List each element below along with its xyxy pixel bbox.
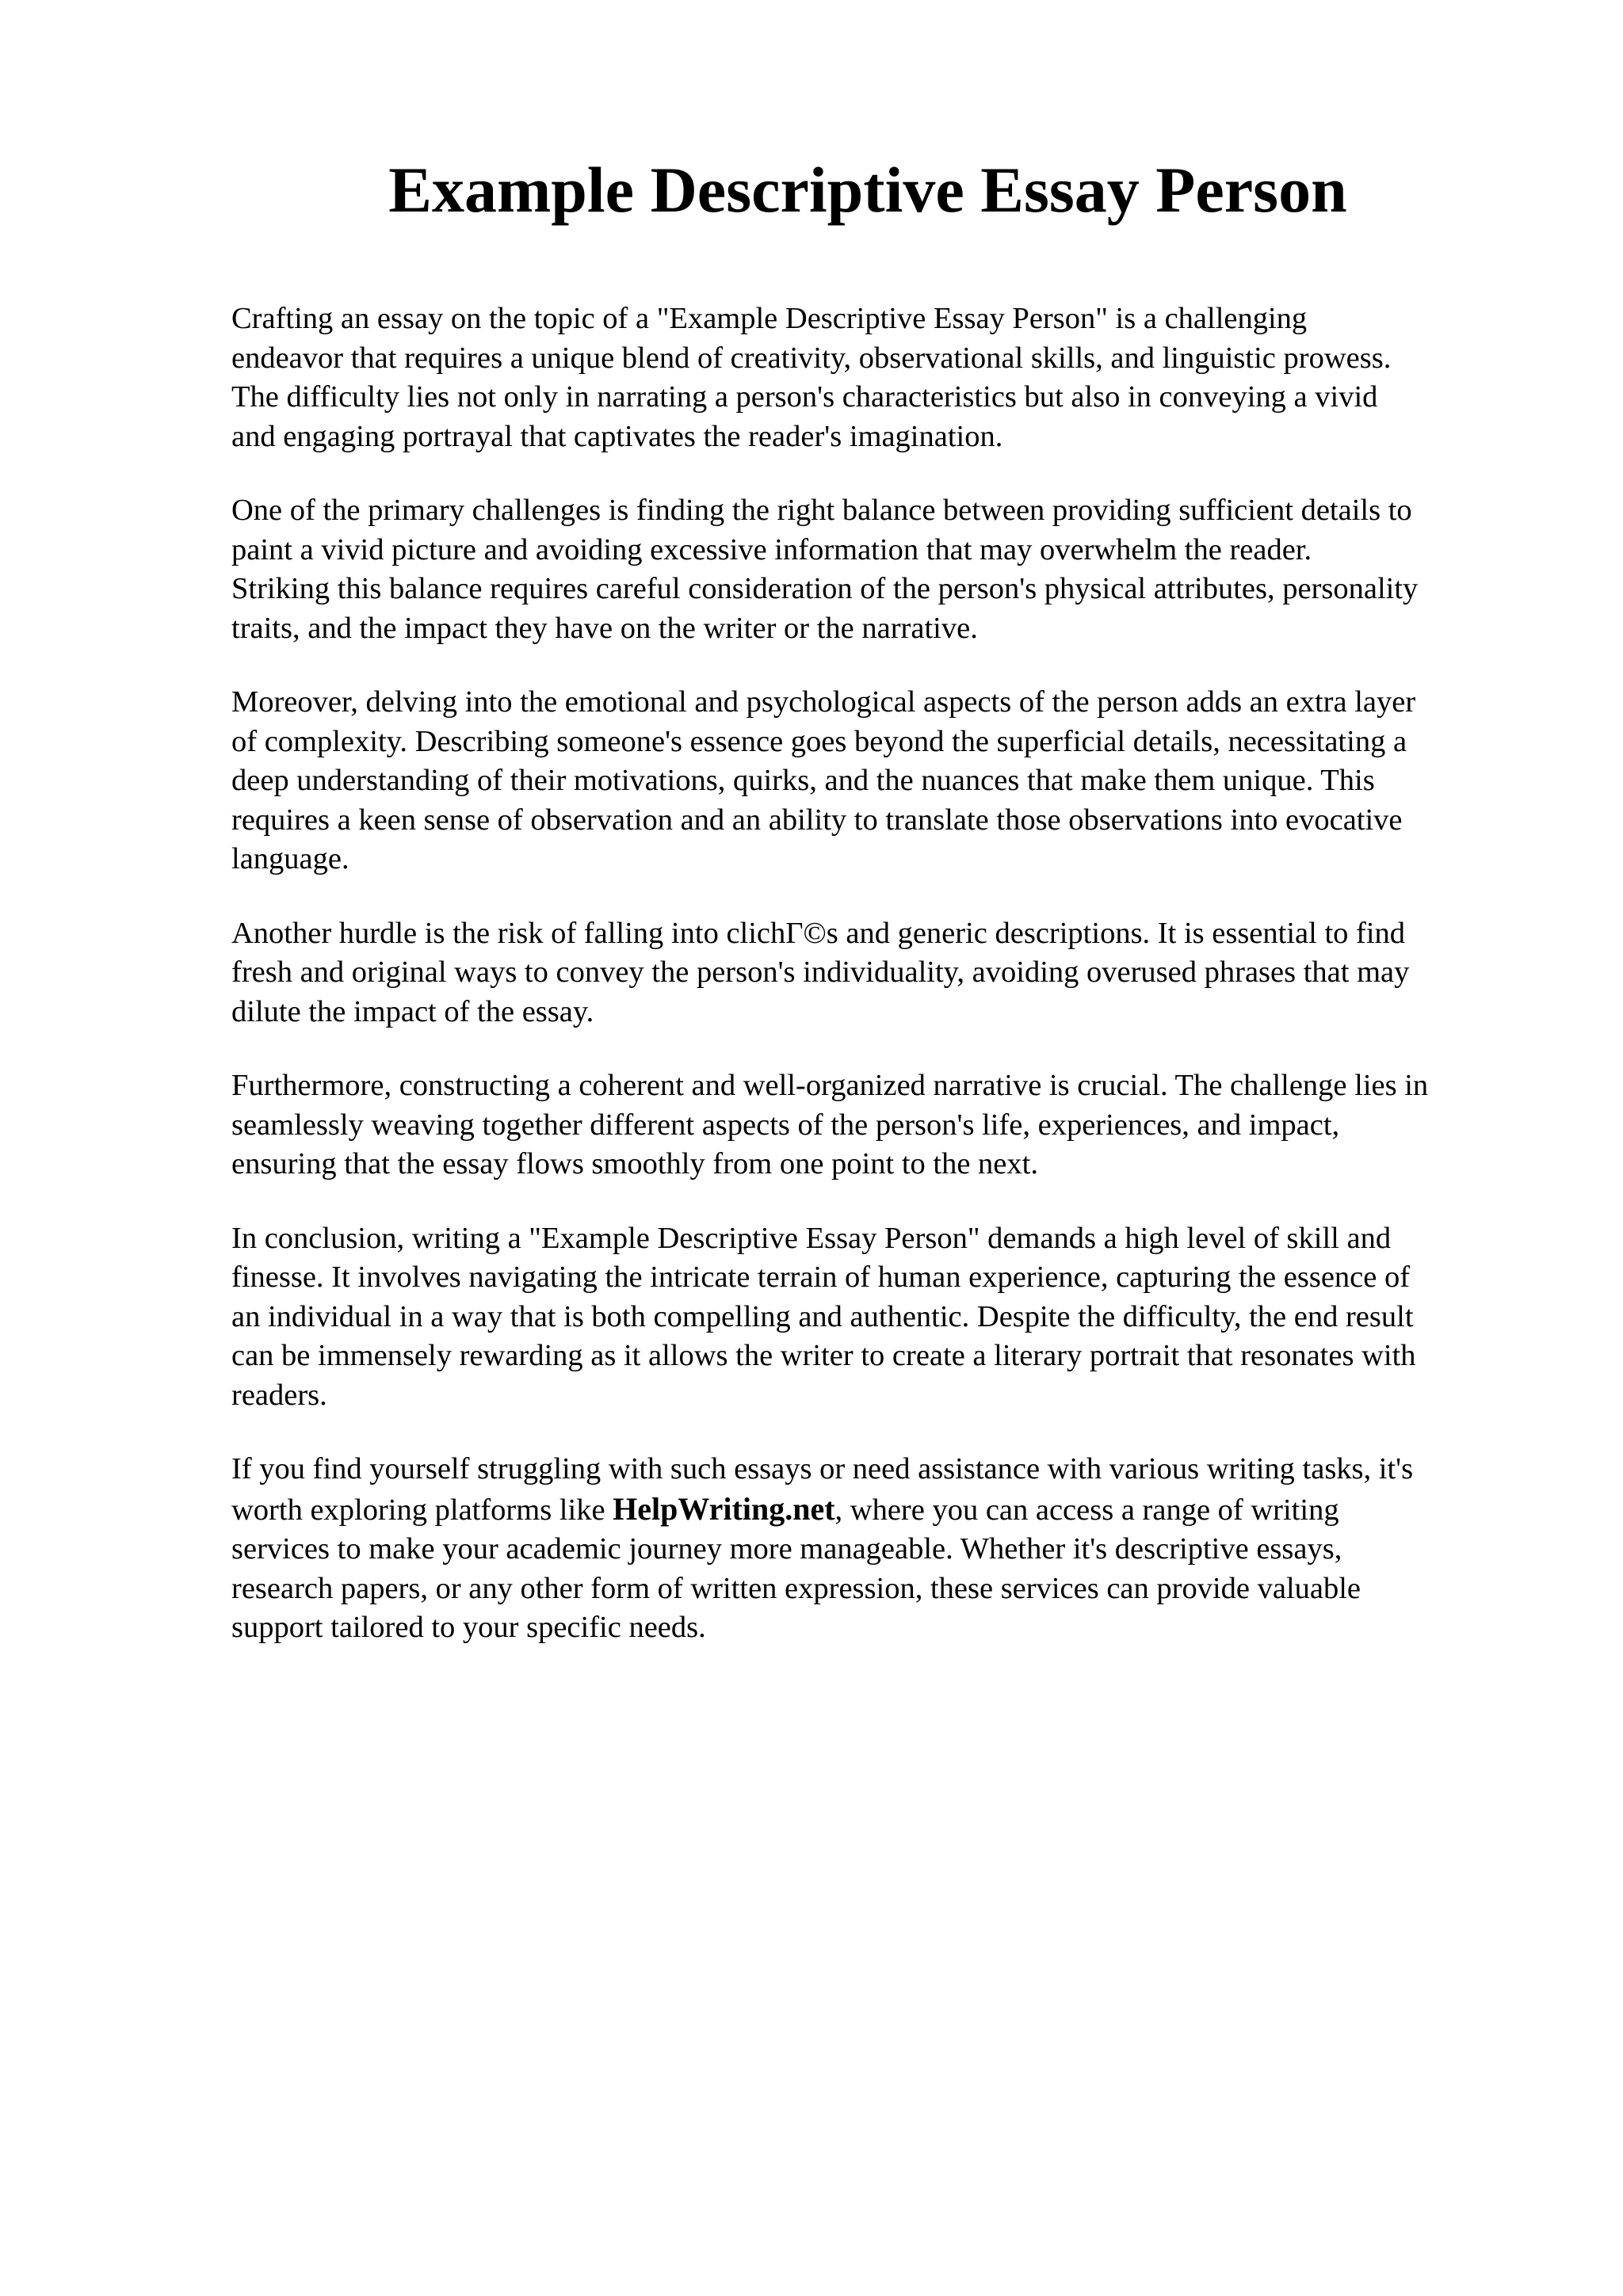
text-line: Moreover, delving into the emotional and psychological aspects of the person adds an extra layer xyxy=(231,685,1416,719)
text-line: fresh and original ways to convey the person's individuality, avoiding overused phrases that may xyxy=(231,955,1410,989)
paragraph-cliches xyxy=(231,914,1531,1032)
text-line: requires a keen sense of observation and an ability to translate those observations into evocative xyxy=(231,803,1403,837)
text-line: endeavor that requires a unique blend of creativity, observational skills, and linguistic prowess. xyxy=(231,341,1392,375)
text-line: of complexity. Describing someone's essence goes beyond the superficial details, necessitating a xyxy=(231,724,1407,758)
text-line-with-link xyxy=(231,1489,1531,1531)
text-line: readers. xyxy=(231,1378,327,1412)
text-line: Furthermore, constructing a coherent and well-organized narrative is crucial. The challenge lies in xyxy=(231,1069,1429,1102)
text-fragment: , where you can access a range of writing xyxy=(834,1493,1339,1527)
text-line: finesse. It involves navigating the intricate terrain of human experience, capturing the essence of xyxy=(231,1261,1411,1294)
text-fragment: worth exploring platforms like xyxy=(231,1493,613,1527)
text-line: and engaging portrayal that captivates the reader's imagination. xyxy=(231,419,1003,453)
paragraph-intro xyxy=(231,299,1531,456)
paragraph-conclusion xyxy=(231,1219,1531,1416)
text-line: The difficulty lies not only in narrating a person's characteristics but also in conveying a vivid xyxy=(231,380,1378,414)
text-line: research papers, or any other form of written expression, these services can provide valuable xyxy=(231,1571,1361,1605)
essay-body xyxy=(231,299,1531,1683)
helpwriting-link[interactable]: HelpWriting.net xyxy=(613,1490,835,1527)
text-line: In conclusion, writing a "Example Descriptive Essay Person" demands a high level of skill and xyxy=(231,1221,1392,1255)
text-line: traits, and the impact they have on the writer or the narrative. xyxy=(231,611,978,645)
text-line: an individual in a way that is both compelling and authentic. Despite the difficulty, the end result xyxy=(231,1299,1414,1333)
text-line: can be immensely rewarding as it allows the writer to create a literary portrait that resonates with xyxy=(231,1339,1416,1372)
text-line: language. xyxy=(231,842,349,875)
text-line: If you find yourself struggling with such essays or need assistance with various writing tasks, it's xyxy=(231,1452,1414,1486)
text-line: seamlessly weaving together different aspects of the person's life, experiences, and impact, xyxy=(231,1108,1340,1142)
text-line: Crafting an essay on the topic of a "Example Descriptive Essay Person" is a challenging xyxy=(231,302,1308,335)
text-line: services to make your academic journey more manageable. Whether it's descriptive essays, xyxy=(231,1532,1342,1566)
paragraph-emotional xyxy=(231,683,1531,879)
text-line: dilute the impact of the essay. xyxy=(231,994,594,1028)
text-line: deep understanding of their motivations, quirks, and the nuances that make them unique. This xyxy=(231,764,1375,797)
text-line: Striking this balance requires careful consideration of the person's physical attributes, personality xyxy=(231,572,1419,605)
text-line: support tailored to your specific needs. xyxy=(231,1611,706,1644)
text-line: One of the primary challenges is finding the right balance between providing sufficient details to xyxy=(231,494,1412,527)
text-line: paint a vivid picture and avoiding excessive information that may overwhelm the reader. xyxy=(231,532,1312,566)
text-line: ensuring that the essay flows smoothly from one point to the next. xyxy=(231,1147,1038,1180)
paragraph-balance xyxy=(231,491,1531,648)
document-title: Example Descriptive Essay Person xyxy=(388,154,1347,226)
text-line: Another hurdle is the risk of falling into clichГ©s and generic descriptions. It is essential to find xyxy=(231,916,1406,950)
paragraph-narrative xyxy=(231,1066,1531,1184)
paragraph-promo xyxy=(231,1450,1531,1648)
